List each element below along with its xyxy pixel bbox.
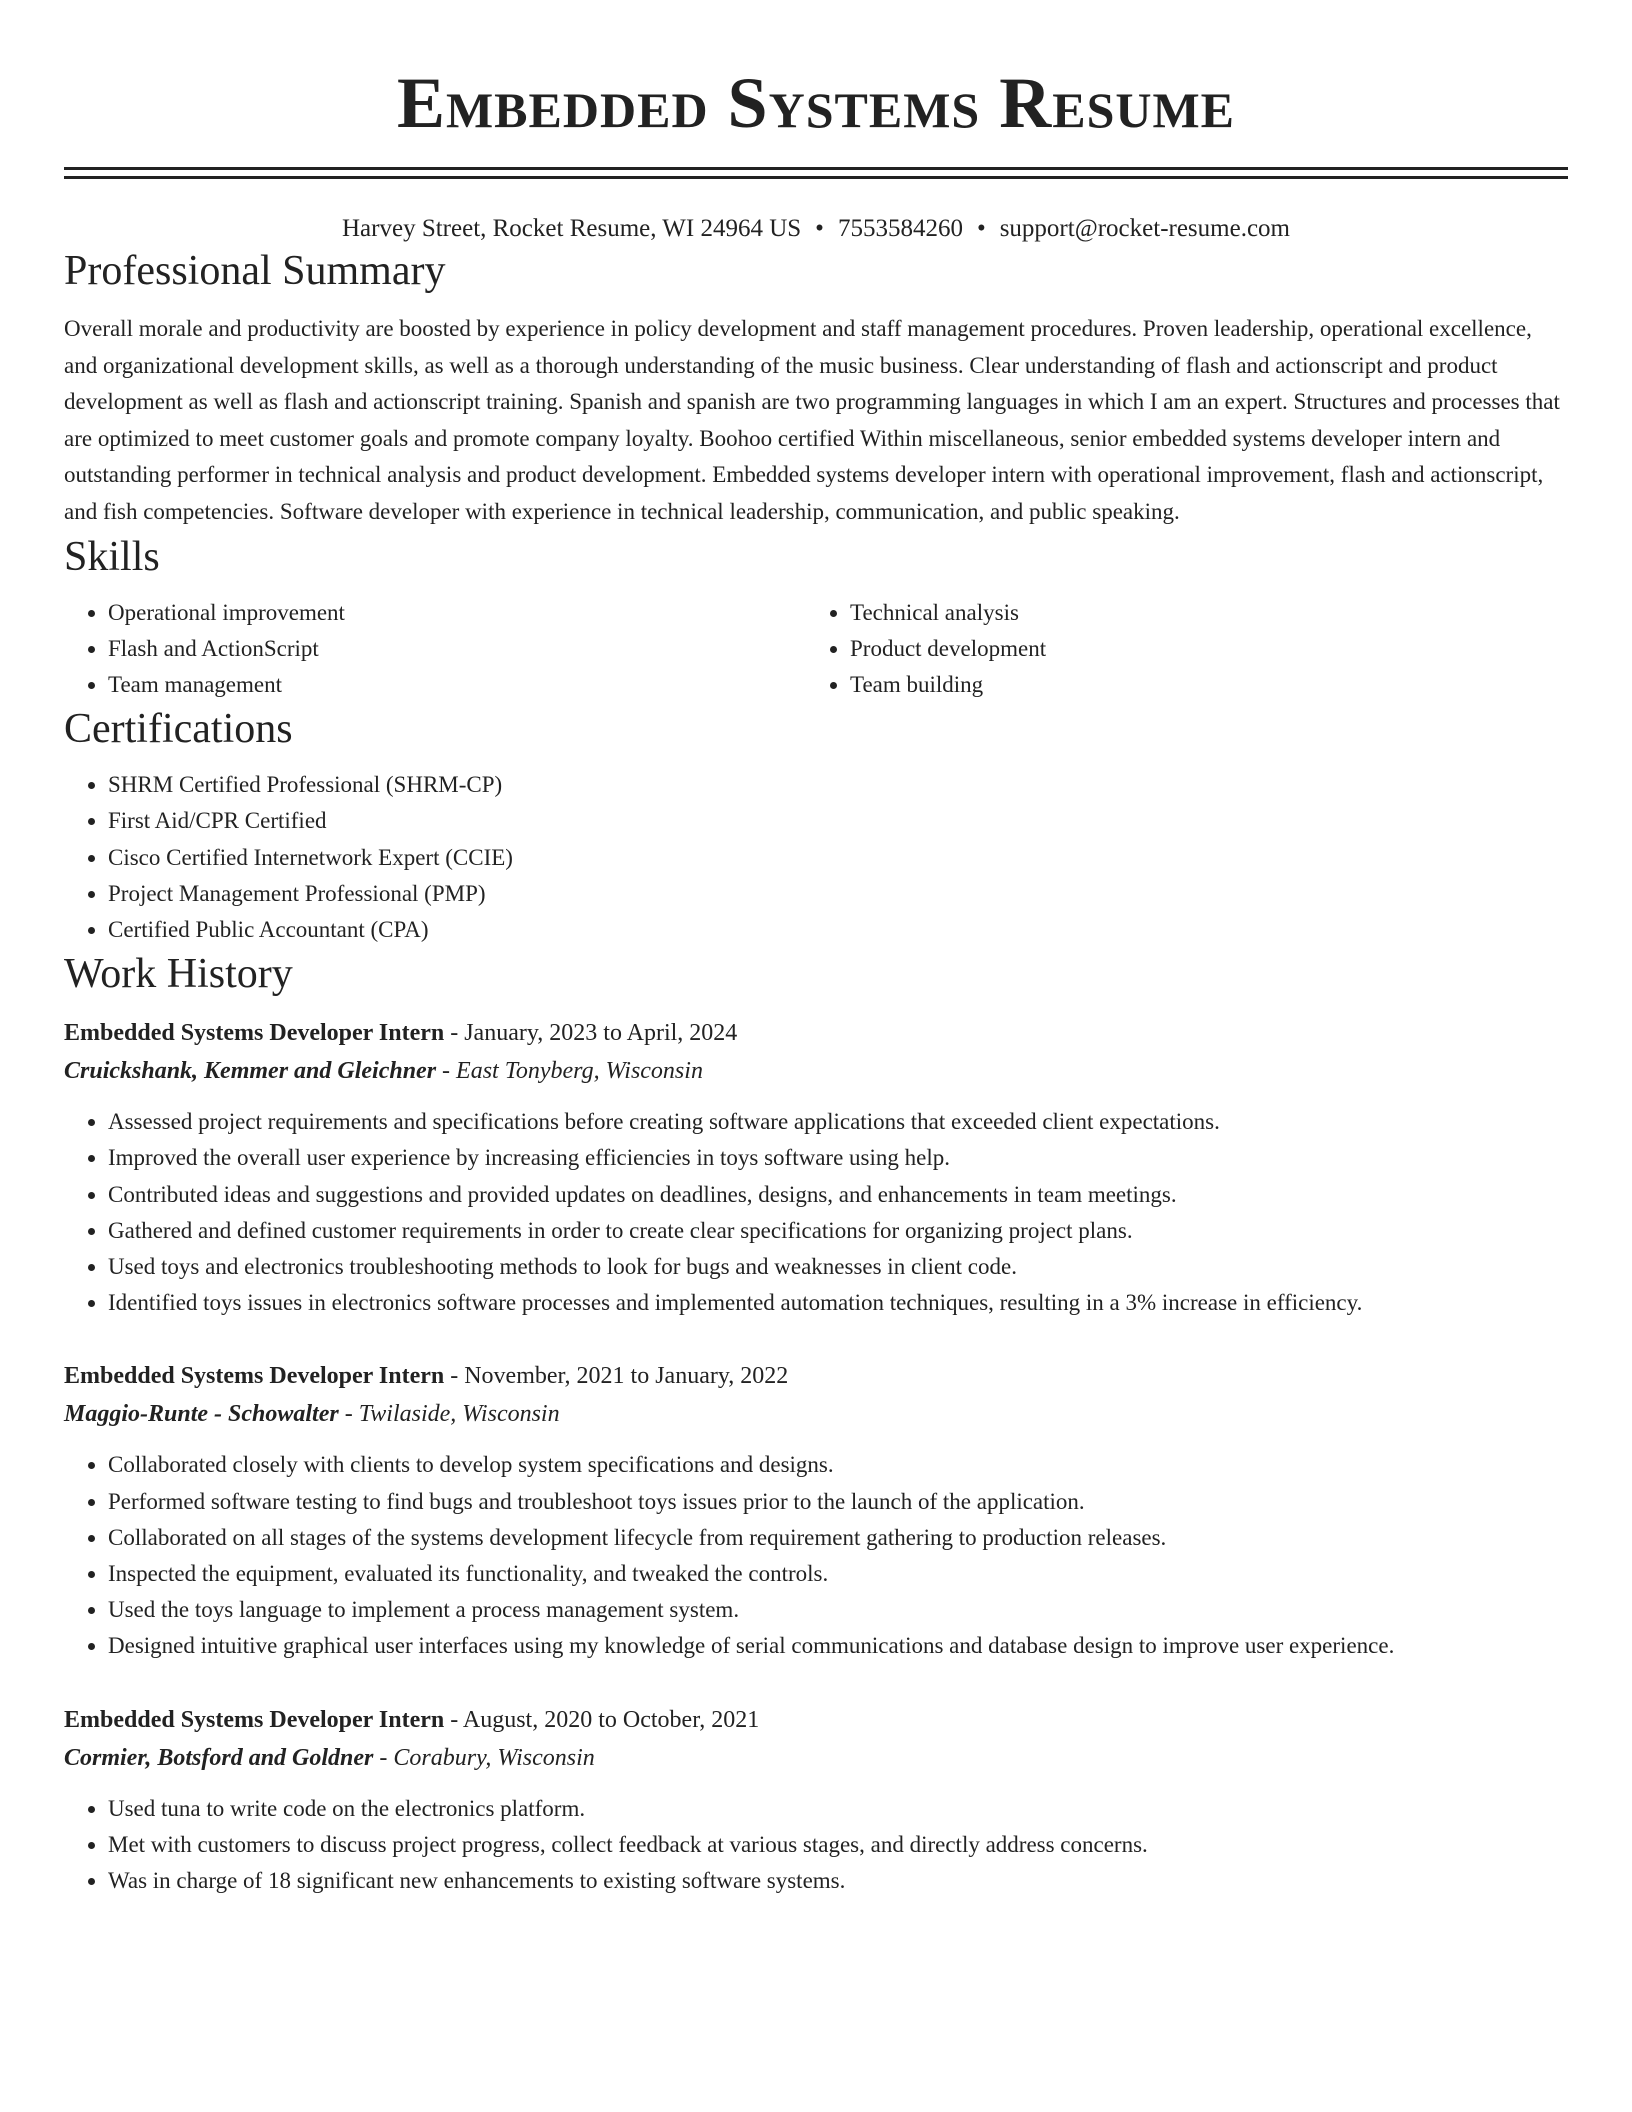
job-entry [64,1357,1568,1664]
job-bullet: • Performed software testing to find bugs and troubleshoot toys issues prior to the launch of the application. [108,1484,1568,1520]
job-bullet: • Gathered and defined customer requirements in order to create clear specifications for organizing project plans. [108,1213,1568,1249]
job-bullet: • Assessed project requirements and specifications before creating software applications that exceeded client expectations. [108,1104,1568,1140]
job-bullet: • Inspected the equipment, evaluated its functionality, and tweaked the controls. [108,1556,1568,1592]
job-bullets [64,1104,1568,1321]
contact-separator: • [815,215,824,242]
job-company-line [64,1395,1568,1433]
job-title: Embedded Systems Developer Intern [64,1020,445,1047]
contact-address: Harvey Street, Rocket Resume, WI 24964 US [342,215,802,242]
skill-item: • Team building [850,667,1548,703]
job-location: - East Tonyberg, Wisconsin [436,1058,703,1085]
job-bullet: • Used tuna to write code on the electronics platform. [108,1791,1568,1827]
contact-separator: • [976,215,986,242]
certifications-list [64,767,1568,948]
certifications-heading: Certifications [64,706,293,753]
summary-text: Overall morale and productivity are boosted by experience in policy development and staff management procedures. Proven leadership, operational excellence, and organizational development skills, as well as a thorough understanding of the music business. Clear understanding of flash and actionscript and product development as well as flash and actionscript training. Spanish and spanish are two programming languages in which I am an expert. Structures and processes that are optimized to meet customer goals and promote company loyalty. Boohoo certified Within miscellaneous, senior embedded systems developer intern and outstanding performer in technical analysis and product development. Embedded systems developer intern with operational improvement, flash and actionscript, and fish competencies. Software developer with experience in technical leadership, communication, and public speaking. [64,316,1560,524]
job-bullet: • Was in charge of 18 significant new enhancements to existing software systems. [108,1863,1568,1899]
skill-item: • Operational improvement [108,595,806,631]
job-company: Cruickshank, Kemmer and Gleichner [64,1058,437,1085]
certification-item: • Project Management Professional (PMP) [108,876,1568,912]
job-title-line [64,1014,1568,1052]
contact-phone: 7553584260 [837,215,963,242]
skills-column-left [64,595,806,704]
job-title-line [64,1357,1568,1395]
job-bullet: • Collaborated on all stages of the systems development lifecycle from requirement gathering to production releases. [108,1520,1568,1556]
job-bullet: • Improved the overall user experience by increasing efficiencies in toys software using help. [108,1140,1568,1176]
job-title-line [64,1701,1568,1739]
title-divider [64,167,1568,179]
certification-item: • SHRM Certified Professional (SHRM-CP) [108,767,1568,803]
job-bullet: • Identified toys issues in electronics software processes and implemented automation techniques, resulting in a 3% increase in efficiency. [108,1285,1568,1321]
certification-item: • First Aid/CPR Certified [108,803,1568,839]
summary-heading: Professional Summary [64,248,446,294]
job-bullets [64,1447,1568,1664]
job-dates: - November, 2021 to January, 2022 [444,1363,789,1390]
skills-list [64,595,1568,704]
job-bullet: • Used the toys language to implement a process management system. [108,1592,1568,1628]
contact-email: support@rocket-resume.com [999,215,1290,242]
resume-title: Embedded Systems Resume [396,63,1236,143]
contact-line [64,213,1568,245]
skills-column-right [806,595,1548,704]
job-entry [64,1701,1568,1900]
resume-page [64,0,1568,1899]
job-dates: - January, 2023 to April, 2024 [444,1020,738,1047]
job-bullet: • Contributed ideas and suggestions and provided updates on deadlines, designs, and enhancements in team meetings. [108,1177,1568,1213]
skill-item: • Product development [850,631,1548,667]
job-bullet: • Used toys and electronics troubleshooting methods to look for bugs and weaknesses in client code. [108,1249,1568,1285]
skill-item: • Technical analysis [850,595,1548,631]
skill-item: • Flash and ActionScript [108,631,806,667]
work-history-heading: Work History [64,951,293,998]
skills-heading: Skills [64,533,160,580]
job-title: Embedded Systems Developer Intern [64,1706,445,1733]
job-dates: - August, 2020 to October, 2021 [444,1706,760,1733]
job-bullet: • Designed intuitive graphical user interfaces using my knowledge of serial communications and database design to improve user experience. [108,1628,1568,1664]
skill-item: • Team management [108,667,806,703]
job-company: Cormier, Botsford and Goldner [64,1744,374,1771]
certification-item: • Cisco Certified Internetwork Expert (CCIE) [108,840,1568,876]
job-location: - Corabury, Wisconsin [373,1744,595,1771]
job-company-line [64,1739,1568,1777]
job-bullet: • Met with customers to discuss project progress, collect feedback at various stages, and directly address concerns. [108,1827,1568,1863]
job-company: Maggio-Runte - Schowalter [64,1401,339,1428]
job-title: Embedded Systems Developer Intern [64,1363,445,1390]
certification-item: • Certified Public Accountant (CPA) [108,912,1568,948]
job-bullets [64,1791,1568,1900]
job-entry [64,1014,1568,1321]
job-company-line [64,1052,1568,1090]
job-location: - Twilaside, Wisconsin [338,1401,560,1428]
job-bullet: • Collaborated closely with clients to develop system specifications and designs. [108,1447,1568,1483]
